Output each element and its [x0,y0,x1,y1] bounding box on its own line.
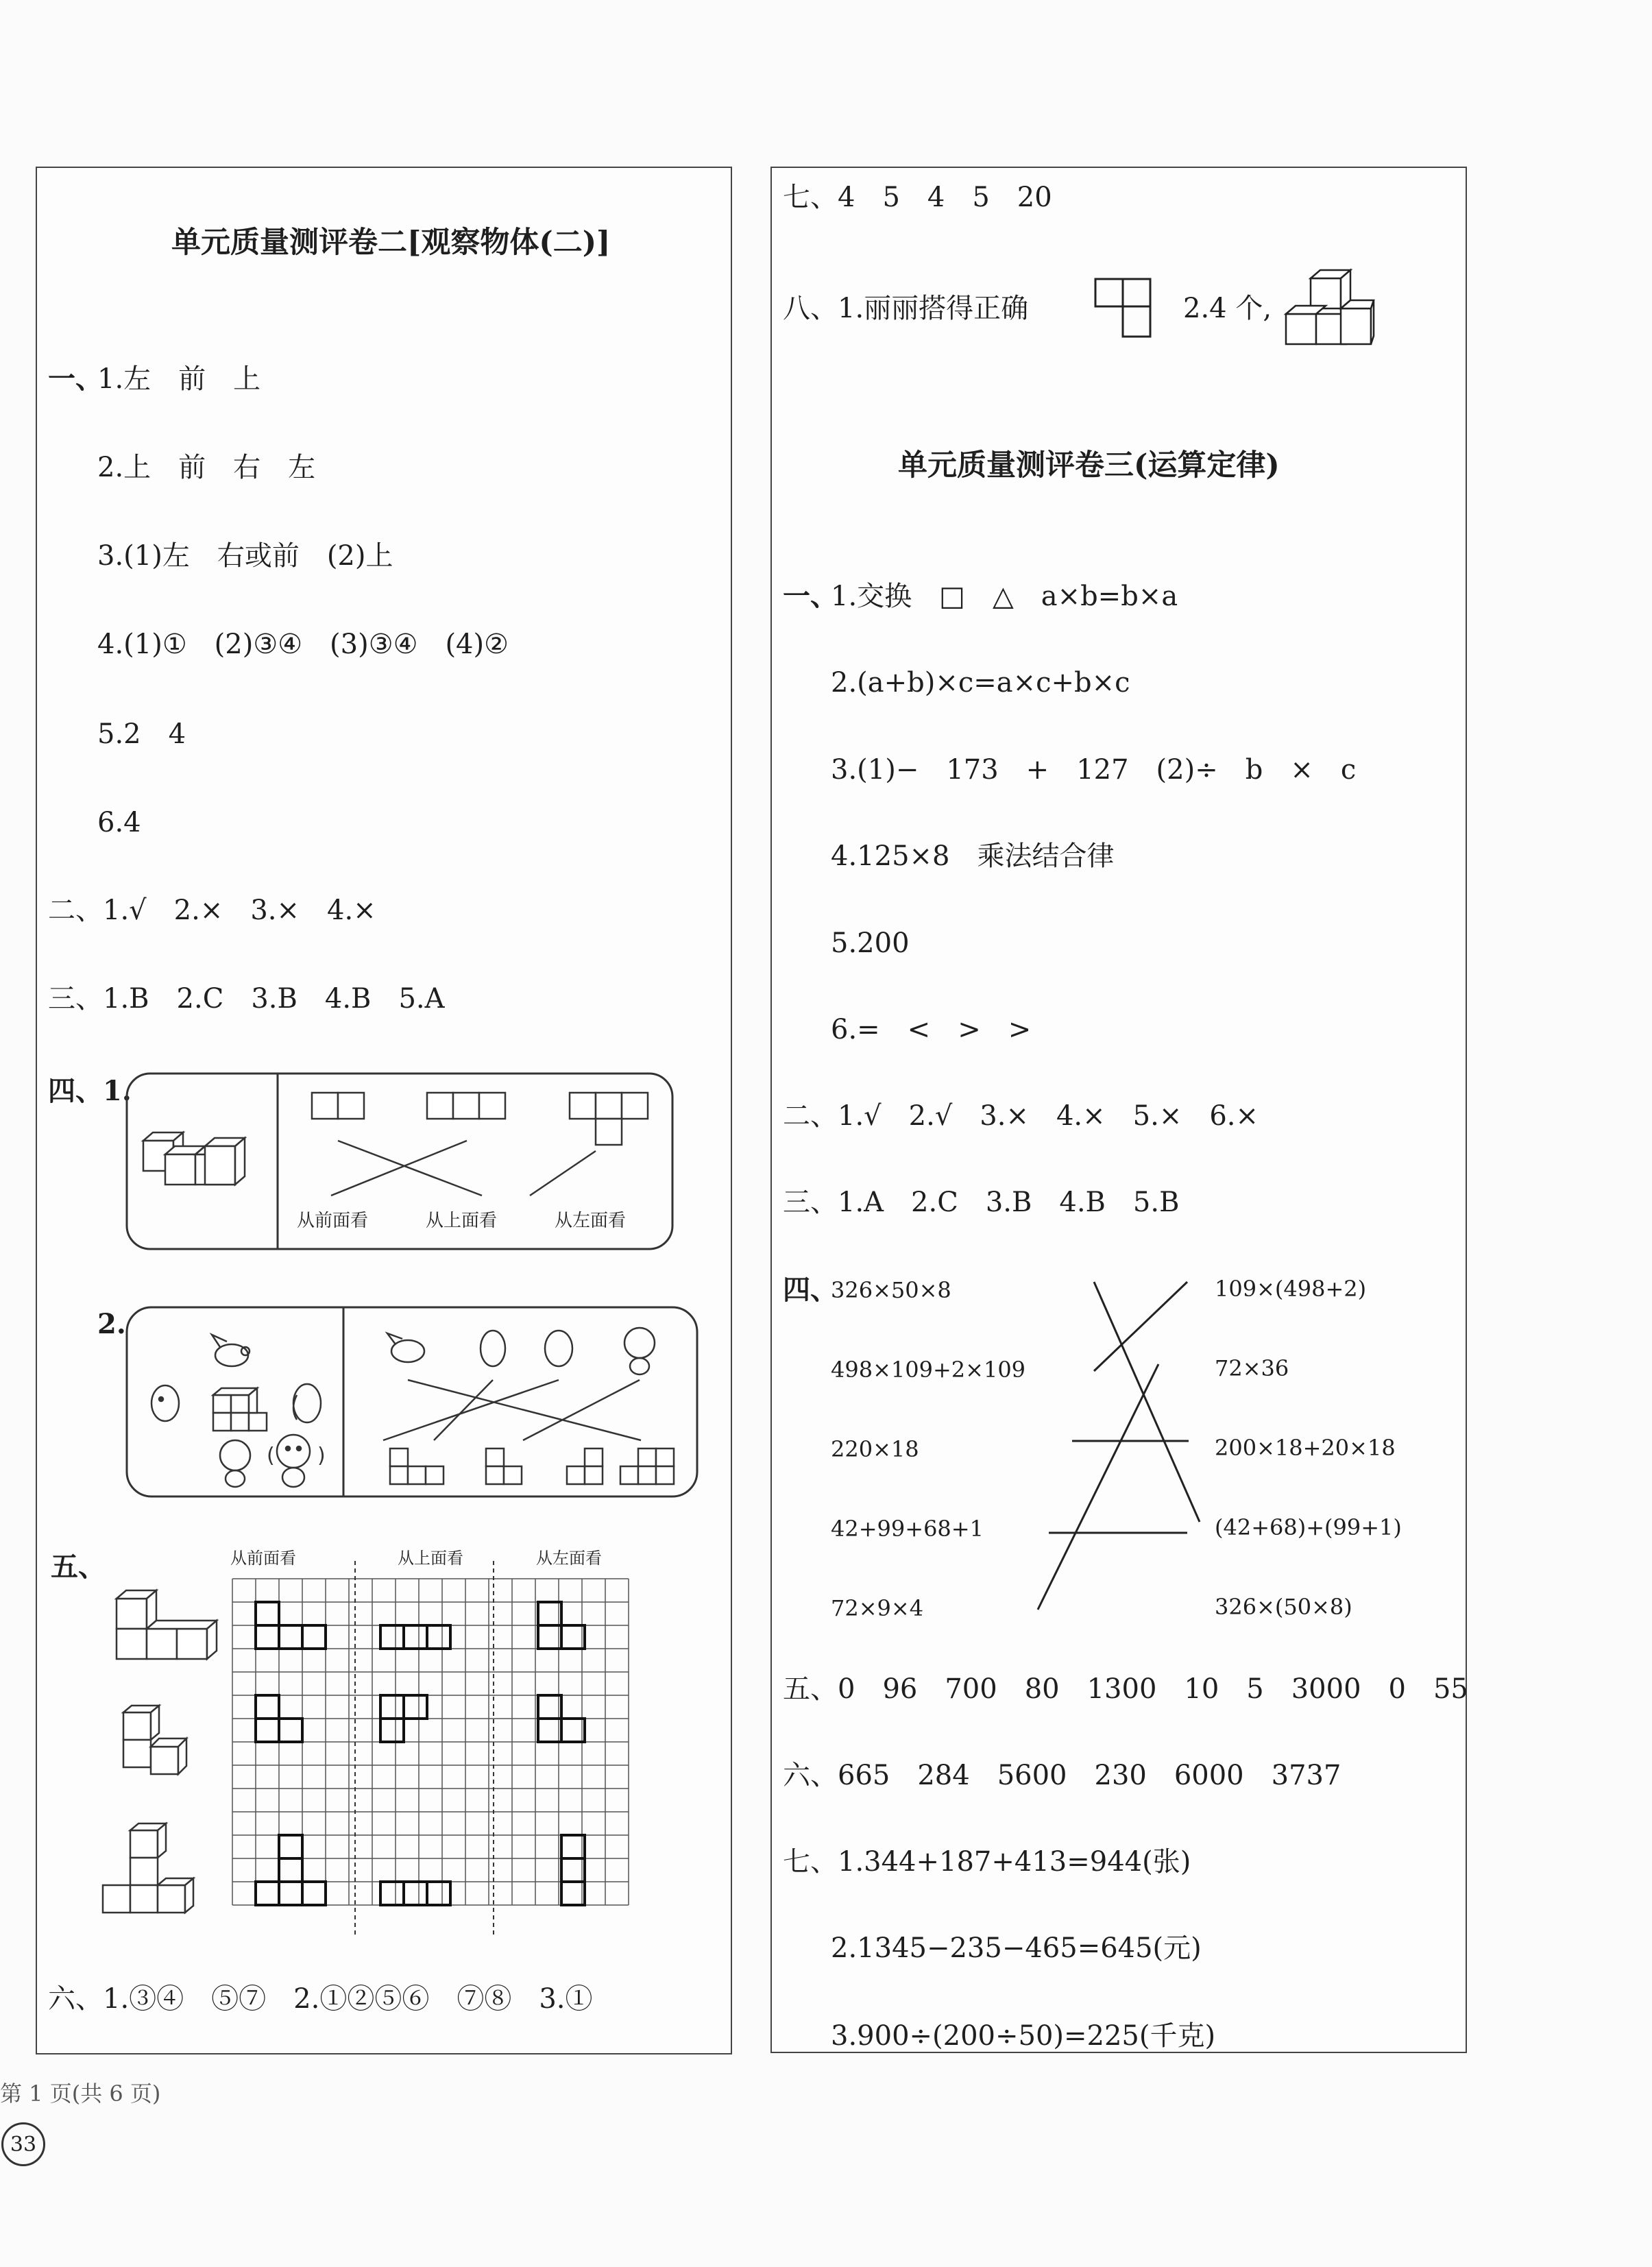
child-icon [220,1440,250,1487]
s4-right-expr: 200×18+20×18 [1215,1435,1396,1461]
right-s1-q3: 3.(1)− 173 + 127 (2)÷ b × c [831,754,1357,786]
s4-right-expr: (42+68)+(99+1) [1215,1514,1402,1540]
right-s7-q3: 3.900÷(200÷50)=225(千克) [831,2020,1216,2052]
left-s4-label: 四、1. [48,1075,132,1107]
right-s1-label: 一、 [783,580,838,612]
right-s4-label: 四、 [783,1274,838,1306]
right-s5: 五、0 96 700 80 1300 10 5 3000 0 55 [783,1673,1468,1705]
s4-right-expr: 326×(50×8) [1215,1594,1352,1620]
page-number: 33 [10,2132,37,2157]
page-info: 第 1 页(共 6 页) [0,2081,161,2107]
left-s1-q5: 5.2 4 [97,718,186,750]
cube-stack-icon [143,1132,245,1185]
left-s2: 二、1.√ 2.× 3.× 4.× [48,895,376,926]
right-s1-q6: 6.= < > > [831,1014,1032,1045]
left-s1-q1: 1.左 前 上 [97,363,261,395]
right-s1-q4: 4.125×8 乘法结合律 [831,840,1115,872]
s5-view-label: 从左面看 [536,1549,602,1568]
s8-cube-icon [1283,266,1376,351]
left-s5-label: 五、 [51,1551,106,1583]
right-s1-q5: 5.200 [831,928,910,959]
bird-icon [391,1340,424,1362]
right-s8-prev-1: 八、1.丽丽搭得正确 [783,293,1029,324]
s5-view-label: 从前面看 [230,1549,296,1568]
s5-view-grid [230,1546,636,1938]
chick-icon [545,1331,572,1366]
s5-cube-figures [103,1584,240,1926]
s4-right-expr: 72×36 [1215,1355,1289,1381]
right-title: 单元质量测评卷三(运算定律) [898,448,1280,483]
bird-icon [212,1335,250,1366]
right-s7-q1: 七、1.344+187+413=944(张) [783,1846,1191,1878]
s5-view-label: 从上面看 [398,1549,463,1568]
left-s1-q2: 2.上 前 右 左 [97,452,316,483]
left-s1-q4: 4.(1)① (2)③④ (3)③④ (4)② [97,629,509,660]
svg-text:): ) [317,1444,326,1468]
s8-view-shape [1094,278,1152,339]
right-s2: 二、1.√ 2.√ 3.× 4.× 5.× 6.× [783,1100,1259,1132]
right-s1-q1: 1.交换 □ △ a×b=b×a [831,581,1178,612]
s4-left-expr: 498×109+2×109 [831,1357,1026,1383]
left-s4-q2-label: 2. [97,1308,126,1340]
right-s8-prev-2: 2.4 个, [1183,293,1272,324]
page-number-badge [1,2122,45,2166]
svg-text:(: ( [267,1444,275,1468]
s4-left-expr: 220×18 [831,1436,919,1462]
elephant-icon [481,1331,505,1366]
s4-view-label: 从左面看 [555,1211,627,1231]
elephant-icon [293,1384,321,1422]
chick-icon [151,1385,179,1421]
s4-right-expr: 109×(498+2) [1215,1276,1367,1302]
s4-view-label: 从上面看 [426,1211,498,1231]
puppy-icon [624,1328,655,1358]
puppy-icon [277,1435,310,1487]
left-s1-label: 一、 [48,363,103,395]
left-s1-q6: 6.4 [97,807,141,838]
right-s3: 三、1.A 2.C 3.B 4.B 5.B [783,1187,1180,1218]
s4-q2-figure [125,1306,699,1498]
s4-matching-lines [1028,1275,1206,1618]
left-s3: 三、1.B 2.C 3.B 4.B 5.A [48,983,445,1015]
s4-left-expr: 42+99+68+1 [831,1516,984,1542]
s4-left-expr: 72×9×4 [831,1595,924,1621]
cube-group-icon [213,1388,267,1431]
right-s7-prev: 七、4 5 4 5 20 [783,182,1052,213]
left-s1-q3: 3.(1)左 右或前 (2)上 [97,540,393,572]
right-s1-q2: 2.(a+b)×c=a×c+b×c [831,667,1130,699]
s4-left-expr: 326×50×8 [831,1277,951,1303]
s4-view-label: 从前面看 [297,1211,369,1231]
left-s6: 六、1.③④ ⑤⑦ 2.①②⑤⑥ ⑦⑧ 3.① [48,1983,593,2015]
left-title: 单元质量测评卷二[观察物体(二)] [171,226,611,260]
s4-q1-figure [125,1072,674,1250]
right-s6: 六、665 284 5600 230 6000 3737 [783,1760,1341,1791]
right-s7-q2: 2.1345−235−465=645(元) [831,1932,1202,1964]
